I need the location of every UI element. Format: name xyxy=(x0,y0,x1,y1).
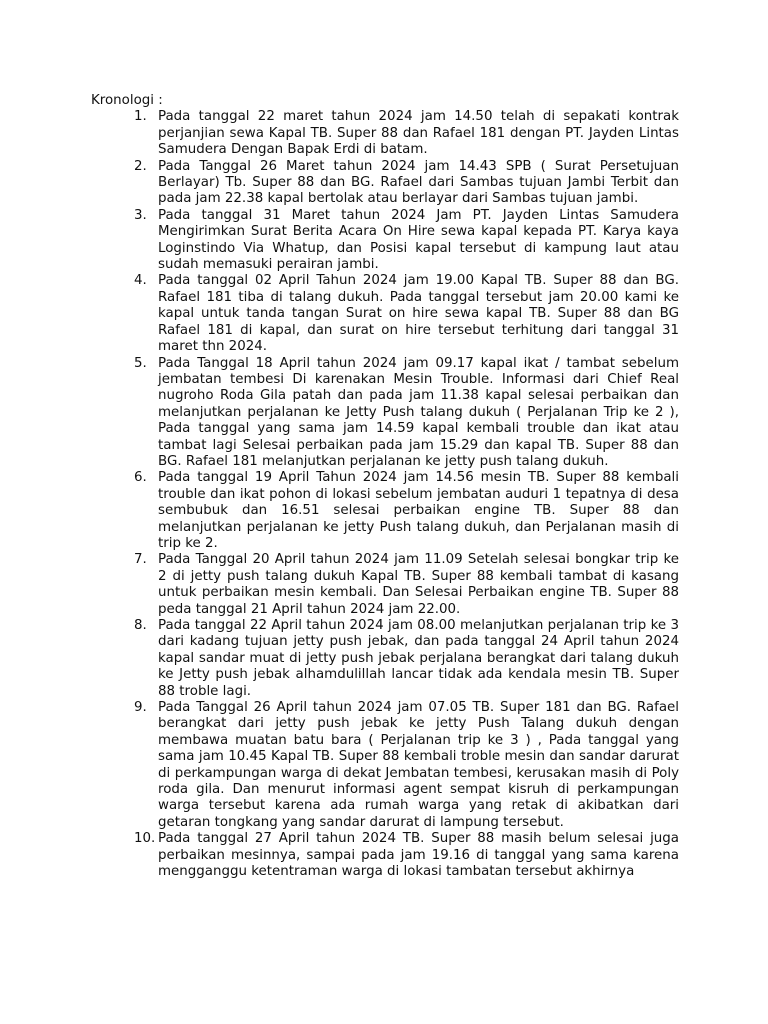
list-item xyxy=(91,109,679,158)
list-item-text: Pada tanggal 27 April tahun 2024 TB. Super 88 masih belum selesai juga perbaikan mesinnya, sampai pada jam 19.16 di tanggal yang sama karena mengganggu ketentraman warga di lokasi tambatan tersebut akhirnya xyxy=(158,831,679,880)
list-item xyxy=(91,273,679,355)
list-item-text: Pada Tanggal 26 April tahun 2024 jam 07.05 TB. Super 181 dan BG. Rafael berangkat dari jetty push jebak ke jetty Push Talang dukuh dengan membawa muatan batu bara ( Perjalanan trip ke 3 ) , Pada tanggal yang sama jam 10.45 Kapal TB. Super 88 kembali troble mesin dan sandar darurat di perkampungan warga di dekat Jembatan tembesi, kerusakan masih di Poly roda gila. Dan menurut informasi agent sempat kisruh di perkampungan warga tersebut karena ada rumah warga yang retak di akibatkan dari getaran tongkang yang sandar darurat di lampung tersebut. xyxy=(158,700,679,830)
list-item-number-label: 6. xyxy=(134,470,147,486)
list-item xyxy=(91,470,679,552)
list-item-text: Pada tanggal 22 April tahun 2024 jam 08.00 melanjutkan perjalanan trip ke 3 dari kadang tujuan jetty push jebak, dan pada tanggal 24 April tahun 2024 kapal sandar muat di jetty push jebak perjalana berangkat dari talang dukuh ke Jetty push jebak alhamdulillah lancar tidak ada kendala mesin TB. Super 88 troble lagi. xyxy=(158,618,679,699)
list-item-text: Pada Tanggal 18 April tahun 2024 jam 09.17 kapal ikat / tambat sebelum jembatan tembesi Di karenakan Mesin Trouble. Informasi dari Chief Real nugroho Roda Gila patah dan pada jam 11.38 kapal selesai perbaikan dan melanjutkan perjalanan ke Jetty Push talang dukuh ( Perjalanan Trip ke 2 ), Pada tanggal yang sama jam 14.59 kapal kembali trouble dan ikat atau tambat lagi Selesai perbaikan pada jam 15.29 dan kapal TB. Super 88 dan BG. Rafael 181 melanjutkan perjalanan ke jetty push talang dukuh. xyxy=(158,355,679,469)
list-item-text: Pada tanggal 19 April Tahun 2024 jam 14.56 mesin TB. Super 88 kembali trouble dan ikat pohon di lokasi sebelum jembatan auduri 1 tepatnya di desa sembubuk dan 16.51 selesai perbaikan engine TB. Super 88 dan melanjutkan perjalanan ke jetty Push talang dukuh, dan Perjalanan masih di trip ke 2. xyxy=(158,470,679,551)
list-item-number-label: 3. xyxy=(134,207,147,223)
list-item-number-label: 4. xyxy=(134,273,147,289)
chronology-list xyxy=(91,109,679,880)
list-item-number xyxy=(91,618,158,700)
list-item-number xyxy=(91,700,158,831)
list-item xyxy=(91,356,679,471)
list-item-number-label: 1. xyxy=(134,109,147,125)
list-item-number xyxy=(91,470,158,552)
list-item-number-label: 2. xyxy=(134,158,147,174)
list-item-number xyxy=(91,356,158,471)
list-item xyxy=(91,552,679,618)
list-item-number-label: 10. xyxy=(134,831,156,847)
list-item-number-label: 9. xyxy=(134,700,147,716)
list-item-text: Pada tanggal 22 maret tahun 2024 jam 14.50 telah di sepakati kontrak perjanjian sewa Kapal TB. Super 88 dan Rafael 181 dengan PT. Jayden Lintas Samudera Dengan Bapak Erdi di batam. xyxy=(158,109,679,158)
list-item-number xyxy=(91,109,158,158)
list-item xyxy=(91,208,679,274)
list-item xyxy=(91,700,679,831)
heading-kronologi: Kronologi : xyxy=(91,93,163,108)
list-item-text: Pada tanggal 31 Maret tahun 2024 Jam PT. Jayden Lintas Samudera Mengirimkan Surat Berita Acara On Hire sewa kapal kepada PT. Karya kaya Loginstindo Via Whatup, dan Posisi kapal tersebut di kampung laut atau sudah memasuki perairan jambi. xyxy=(158,207,679,273)
list-item xyxy=(91,831,679,880)
list-item-number-label: 5. xyxy=(134,355,147,371)
list-item-number xyxy=(91,159,158,208)
list-item-number-label: 8. xyxy=(134,618,147,633)
list-item-number xyxy=(91,831,158,880)
list-item-text: Pada Tanggal 20 April tahun 2024 jam 11.09 Setelah selesai bongkar trip ke 2 di jetty push talang dukuh Kapal TB. Super 88 kembali tambat di kasang untuk perbaikan mesin kembali. Dan Selesai Perbaikan engine TB. Super 88 peda tanggal 21 April tahun 2024 jam 22.00. xyxy=(158,552,679,617)
list-item-text: Pada tanggal 02 April Tahun 2024 jam 19.00 Kapal TB. Super 88 dan BG. Rafael 181 tiba di talang dukuh. Pada tanggal tersebut jam 20.00 kami ke kapal untuk tanda tangan Surat on hire sewa kapal TB. Super 88 dan BG Rafael 181 di kapal, dan surat on hire tersebut terhitung dari tanggal 31 maret thn 2024. xyxy=(158,273,679,355)
list-item xyxy=(91,618,679,700)
list-item-number xyxy=(91,552,158,618)
list-item-number xyxy=(91,273,158,355)
list-item-number xyxy=(91,208,158,274)
list-item xyxy=(91,159,679,208)
list-item-number-label: 7. xyxy=(134,552,147,568)
list-item-text: Pada Tanggal 26 Maret tahun 2024 jam 14.43 SPB ( Surat Persetujuan Berlayar) Tb. Super 88 dan BG. Rafael dari Sambas tujuan Jambi Terbit dan pada jam 22.38 kapal bertolak atau berlayar dari Sambas tujuan jambi. xyxy=(158,158,679,207)
